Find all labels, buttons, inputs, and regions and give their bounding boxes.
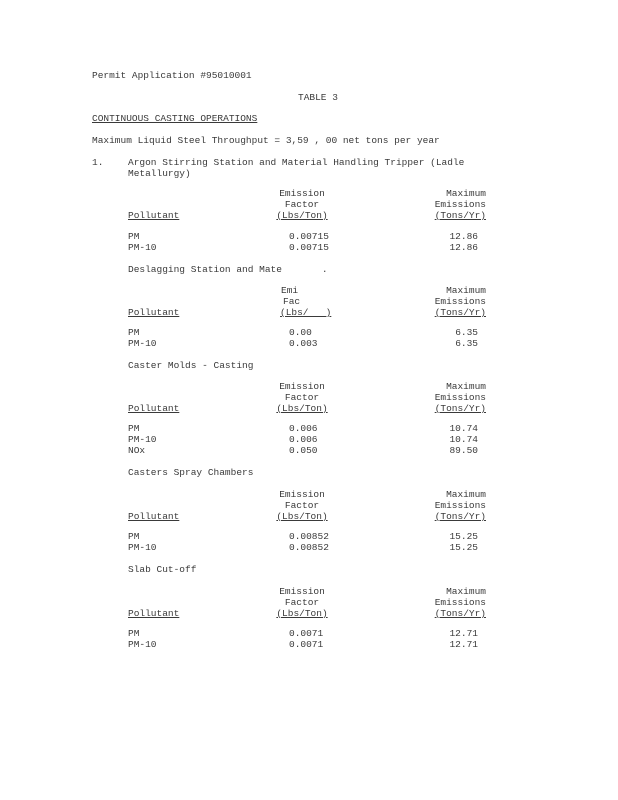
row-pollutant: PM xyxy=(128,423,140,434)
ef-header-1: Emi xyxy=(281,285,299,296)
ef-header-3: (Lbs/Ton) xyxy=(276,608,328,619)
ef-header-1: Emission xyxy=(279,489,325,500)
me-header-2: Emissions xyxy=(434,597,486,608)
row-pollutant: PM-10 xyxy=(128,434,157,445)
row-pollutant: PM-10 xyxy=(128,542,157,553)
row-pollutant: PM-10 xyxy=(128,639,157,650)
me-header-2: Emissions xyxy=(434,296,486,307)
pollutant-header: Pollutant xyxy=(128,210,180,221)
row-factor: 0.050 xyxy=(289,445,318,456)
row-factor: 0.003 xyxy=(289,338,318,349)
row-emissions: 6.35 xyxy=(455,338,478,349)
section-heading: Casters Spray Chambers xyxy=(128,467,254,478)
row-emissions: 12.86 xyxy=(449,242,478,253)
row-factor: 0.00715 xyxy=(289,231,329,242)
item-number: 1. xyxy=(92,157,104,168)
pollutant-header: Pollutant xyxy=(128,307,180,318)
me-header-2: Emissions xyxy=(434,500,486,511)
row-factor: 0.00 xyxy=(289,327,312,338)
item-title-line1: Argon Stirring Station and Material Handling Tripper (Ladle xyxy=(128,157,465,168)
me-header-3: (Tons/Yr) xyxy=(434,511,486,522)
me-header-3: (Tons/Yr) xyxy=(434,307,486,318)
me-header-3: (Tons/Yr) xyxy=(434,608,486,619)
table-title: TABLE 3 xyxy=(298,92,338,103)
me-header-3: (Tons/Yr) xyxy=(434,403,486,414)
permit-number: Permit Application #95010001 xyxy=(92,70,252,81)
row-pollutant: PM-10 xyxy=(128,338,157,349)
ef-header-1: Emission xyxy=(279,381,325,392)
ef-header-2: Factor xyxy=(284,199,320,210)
row-emissions: 12.71 xyxy=(449,628,478,639)
ef-header-3: (Lbs/Ton) xyxy=(276,511,328,522)
row-factor: 0.00852 xyxy=(289,531,329,542)
ef-header-3: (Lbs/Ton) xyxy=(276,403,328,414)
section-heading: Slab Cut-off xyxy=(128,564,197,575)
row-emissions: 15.25 xyxy=(449,531,478,542)
row-factor: 0.00852 xyxy=(289,542,329,553)
row-emissions: 10.74 xyxy=(449,423,478,434)
row-factor: 0.006 xyxy=(289,434,318,445)
row-emissions: 10.74 xyxy=(449,434,478,445)
me-header-3: (Tons/Yr) xyxy=(434,210,486,221)
row-pollutant: PM xyxy=(128,231,140,242)
row-pollutant: PM xyxy=(128,327,140,338)
throughput-line: Maximum Liquid Steel Throughput = 3,59 , 00 net tons per year xyxy=(92,135,440,146)
me-header-1: Maximum xyxy=(446,381,486,392)
me-header-2: Emissions xyxy=(434,199,486,210)
section-heading: Deslagging Station and Mate . xyxy=(128,264,328,275)
row-factor: 0.006 xyxy=(289,423,318,434)
me-header-1: Maximum xyxy=(446,586,486,597)
section-title: CONTINUOUS CASTING OPERATIONS xyxy=(92,113,258,124)
ef-header-3: (Lbs/ ) xyxy=(280,307,332,318)
row-emissions: 15.25 xyxy=(449,542,478,553)
row-pollutant: PM-10 xyxy=(128,242,157,253)
row-pollutant: PM xyxy=(128,531,140,542)
pollutant-header: Pollutant xyxy=(128,608,180,619)
pollutant-header: Pollutant xyxy=(128,511,180,522)
ef-header-2: Factor xyxy=(284,500,320,511)
me-header-2: Emissions xyxy=(434,392,486,403)
row-pollutant: NOx xyxy=(128,445,146,456)
pollutant-header: Pollutant xyxy=(128,403,180,414)
row-factor: 0.0071 xyxy=(289,628,324,639)
ef-header-2: Fac xyxy=(283,296,301,307)
row-emissions: 12.71 xyxy=(449,639,478,650)
row-emissions: 12.86 xyxy=(449,231,478,242)
ef-header-2: Factor xyxy=(284,392,320,403)
ef-header-1: Emission xyxy=(279,586,325,597)
section-heading: Caster Molds - Casting xyxy=(128,360,254,371)
ef-header-3: (Lbs/Ton) xyxy=(276,210,328,221)
me-header-1: Maximum xyxy=(446,489,486,500)
row-emissions: 89.50 xyxy=(449,445,478,456)
ef-header-2: Factor xyxy=(284,597,320,608)
me-header-1: Maximum xyxy=(446,188,486,199)
row-factor: 0.0071 xyxy=(289,639,324,650)
row-pollutant: PM xyxy=(128,628,140,639)
ef-header-1: Emission xyxy=(279,188,325,199)
row-emissions: 6.35 xyxy=(455,327,478,338)
me-header-1: Maximum xyxy=(446,285,486,296)
item-title-line2: Metallurgy) xyxy=(128,168,191,179)
row-factor: 0.00715 xyxy=(289,242,329,253)
